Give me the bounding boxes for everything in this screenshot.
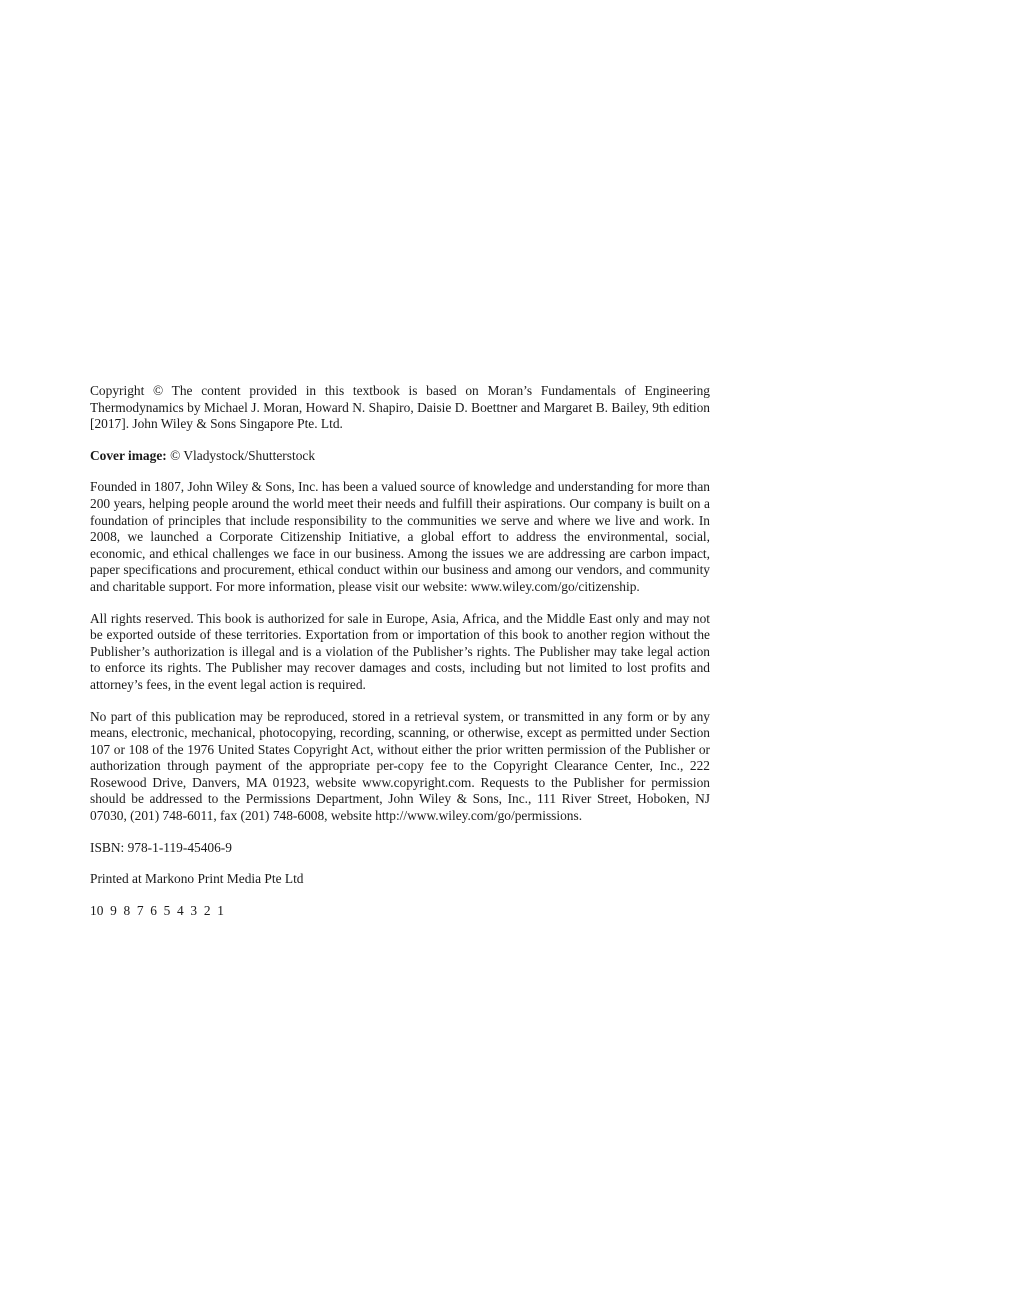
cover-image-credit-text: © Vladystock/Shutterstock [170, 447, 316, 463]
spacer [90, 825, 710, 840]
spacer [90, 694, 710, 709]
spacer [90, 888, 710, 903]
print-number-line: 10 9 8 7 6 5 4 3 2 1 [90, 902, 224, 918]
cover-image-credit [90, 448, 710, 465]
copyright-notice: Copyright © The content provided in this textbook is based on Moran’s Fundamentals of Engineering Thermodynamics by Michael J. Moran, Howard N. Shapiro, Daisie D. Boettner and Margaret B. Bailey, 9th edition [2017]. John Wiley & Sons Singapore Pte. Ltd. [90, 383, 710, 432]
rights-paragraph: All rights reserved. This book is authorized for sale in Europe, Asia, Africa, and the Middle East only and may not be exported outside of these territories. Exportation from or importation of this book to another region without the Publisher’s authorization is illegal and is a violation of the Publisher’s rights. The Publisher may take legal action to enforce its rights. The Publisher may recover damages and costs, including but not limited to lost profits and attorney’s fees, in the event legal action is required. [90, 610, 710, 692]
isbn-line: ISBN: 978-1-119-45406-9 [90, 839, 232, 855]
spacer [90, 596, 710, 611]
printer-line: Printed at Markono Print Media Pte Ltd [90, 871, 304, 887]
spacer [90, 856, 710, 871]
cover-image-label: Cover image: [90, 447, 167, 463]
spacer [90, 464, 710, 479]
reproduction-paragraph: No part of this publication may be reproduced, stored in a retrieval system, or transmitted in any form or by any means, electronic, mechanical, photocopying, recording, scanning, or otherwise, except as permitted under Section 107 or 108 of the 1976 United States Copyright Act, without either the prior written permission of the Publisher or authorization through payment of the appropriate per-copy fee to the Copyright Clearance Center, Inc., 222 Rosewood Drive, Danvers, MA 01923, website www.copyright.com. Requests to the Publisher for permission should be addressed to the Permissions Department, John Wiley & Sons, Inc., 111 River Street, Hoboken, NJ 07030, (201) 748-6011, fax (201) 748-6008, website http://www.wiley.com/go/permissions. [90, 708, 710, 824]
copyright-page [90, 383, 710, 919]
citizenship-paragraph: Founded in 1807, John Wiley & Sons, Inc. has been a valued source of knowledge and understanding for more than 200 years, helping people around the world meet their needs and fulfill their aspirations. Our company is built on a foundation of principles that include responsibility to the communities we serve and where we live and work. In 2008, we launched a Corporate Citizenship Initiative, a global effort to address the environmental, social, economic, and ethical challenges we face in our business. Among the issues we are addressing are carbon impact, paper specifications and procurement, ethical conduct within our business and among our vendors, and community and charitable support. For more information, please visit our website: www.wiley.com/go/citizenship. [90, 479, 710, 594]
spacer [90, 433, 710, 448]
